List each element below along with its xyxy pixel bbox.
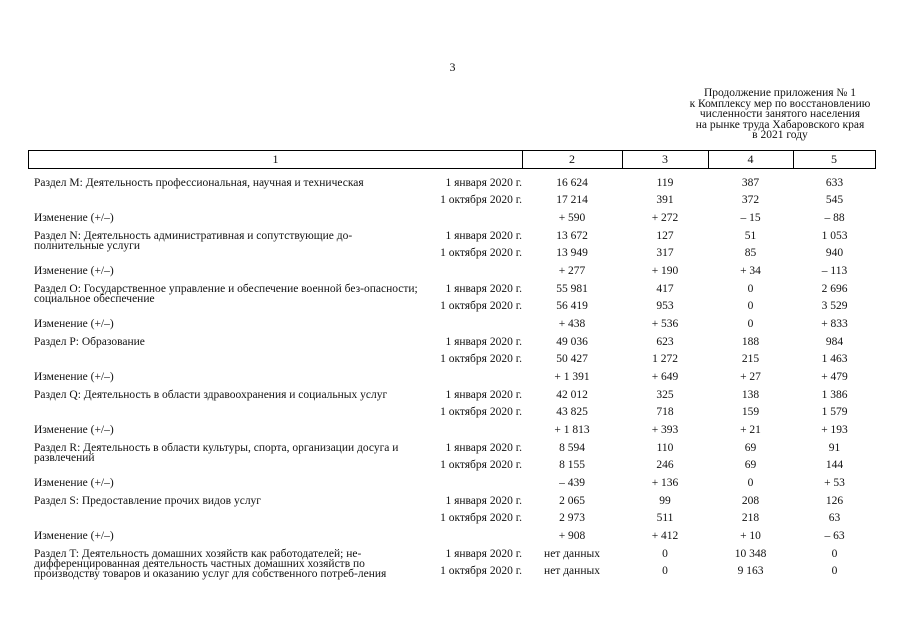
table-row: [0, 175, 905, 192]
value-cell: 127: [656, 230, 674, 242]
value-cell: 623: [656, 336, 674, 348]
table-row: [0, 192, 905, 209]
value-cell: 1 272: [652, 353, 678, 365]
change-value-cell: + 479: [821, 371, 848, 383]
value-cell: 69: [744, 442, 757, 454]
change-value-cell: + 590: [558, 212, 586, 224]
change-label: Изменение (+/–): [34, 318, 114, 330]
appendix-line: численности занятого населения: [699, 108, 861, 120]
table-row: [0, 228, 905, 252]
change-label: Изменение (+/–): [34, 371, 114, 383]
period-cell: 1 октября 2020 г.: [440, 194, 522, 206]
section-title: Раздел P: Образование: [34, 336, 145, 348]
appendix-line: Продолжение приложения № 1: [703, 87, 857, 99]
period-cell: 1 января 2020 г.: [445, 283, 522, 295]
value-cell: 8 155: [559, 459, 585, 471]
value-cell: 2 696: [821, 283, 848, 295]
value-cell: 218: [741, 512, 760, 524]
change-value-cell: + 136: [651, 477, 679, 489]
value-cell: 0: [747, 283, 754, 295]
appendix-line: к Комплексу мер по восстановлению: [689, 97, 871, 110]
value-cell: 188: [741, 336, 760, 348]
table-row: [0, 298, 905, 315]
change-value-cell: – 113: [821, 265, 848, 277]
value-cell: 984: [825, 336, 844, 348]
change-value-cell: + 193: [821, 424, 848, 436]
section-title: Раздел Q: Деятельность в области здравоохранения и социальных услуг: [34, 389, 388, 401]
section-title: Раздел M: Деятельность профессиональная, научная и техническая: [34, 177, 364, 189]
change-row: [0, 527, 905, 546]
table-row: [0, 334, 905, 351]
value-cell: 1 386: [821, 389, 848, 401]
page-number: 3: [449, 60, 456, 74]
change-value-cell: + 1 813: [554, 424, 590, 436]
column-header-1: 1: [272, 152, 279, 166]
value-cell: 119: [656, 177, 674, 189]
value-cell: 391: [656, 194, 674, 206]
value-cell: 0: [831, 548, 838, 560]
value-cell: 51: [744, 230, 757, 242]
appendix-line: в 2021 году: [752, 129, 808, 141]
change-row: [0, 262, 905, 281]
value-cell: 325: [656, 389, 674, 401]
value-cell: нет данных: [544, 548, 600, 560]
value-cell: 13 672: [556, 230, 588, 242]
change-value-cell: + 53: [824, 477, 845, 489]
change-row: [0, 368, 905, 387]
table-row: [0, 563, 905, 580]
change-label: Изменение (+/–): [34, 530, 114, 542]
value-cell: 545: [825, 194, 844, 206]
period-cell: 1 октября 2020 г.: [440, 300, 522, 312]
value-cell: 69: [744, 459, 757, 471]
value-cell: 511: [656, 512, 674, 524]
section-title: Раздел R: Деятельность в области культуры, спорта, организации досуга и развлечений: [34, 442, 399, 464]
period-cell: 1 января 2020 г.: [445, 495, 522, 507]
period-cell: 1 января 2020 г.: [445, 442, 522, 454]
value-cell: 10 348: [734, 548, 767, 560]
change-value-cell: + 1 391: [554, 371, 590, 383]
value-cell: 55 981: [556, 283, 588, 295]
value-cell: 246: [656, 459, 674, 471]
value-cell: 13 949: [556, 247, 588, 259]
value-cell: 159: [741, 406, 760, 418]
value-cell: 387: [741, 177, 760, 189]
change-row: [0, 209, 905, 228]
table-row: [0, 351, 905, 368]
value-cell: 138: [741, 389, 760, 401]
change-label: Изменение (+/–): [34, 212, 114, 224]
change-row: [0, 315, 905, 334]
value-cell: 85: [744, 247, 757, 259]
value-cell: 3 529: [821, 300, 848, 312]
column-header-5: 5: [831, 152, 837, 166]
value-cell: 2 065: [559, 495, 585, 507]
value-cell: 940: [825, 247, 844, 259]
value-cell: 43 825: [556, 406, 588, 418]
value-cell: 372: [741, 194, 760, 206]
value-cell: 215: [741, 353, 760, 365]
column-header-3: 3: [662, 152, 668, 166]
column-header-4: 4: [747, 152, 754, 166]
change-value-cell: + 393: [651, 424, 679, 436]
value-cell: 63: [828, 512, 841, 524]
section-title: Раздел S: Предоставление прочих видов услуг: [34, 495, 262, 507]
period-cell: 1 января 2020 г.: [445, 548, 522, 560]
value-cell: 0: [662, 565, 668, 577]
change-value-cell: + 536: [651, 318, 679, 330]
table-row: [0, 387, 905, 404]
table-row: [0, 457, 905, 474]
change-label: Изменение (+/–): [34, 477, 114, 489]
period-cell: 1 октября 2020 г.: [440, 459, 522, 471]
value-cell: 42 012: [556, 389, 588, 401]
table-row: [0, 404, 905, 421]
value-cell: 9 163: [737, 565, 764, 577]
value-cell: 208: [741, 495, 760, 507]
change-label: Изменение (+/–): [34, 265, 114, 277]
change-value-cell: + 190: [651, 265, 679, 277]
value-cell: 1 053: [821, 230, 848, 242]
table-row: [0, 281, 905, 305]
change-row: [0, 474, 905, 493]
table-row: [0, 245, 905, 262]
period-cell: 1 октября 2020 г.: [440, 353, 522, 365]
period-cell: 1 октября 2020 г.: [440, 565, 522, 577]
value-cell: 50 427: [556, 353, 588, 365]
value-cell: 0: [662, 548, 668, 560]
value-cell: 1 463: [821, 353, 848, 365]
appendix-line: на рынке труда Хабаровского края: [695, 118, 865, 131]
column-header-2: 2: [569, 152, 575, 166]
appendix-heading: [650, 88, 905, 141]
change-value-cell: + 10: [740, 530, 761, 542]
change-value-cell: – 15: [740, 212, 761, 224]
change-value-cell: + 833: [821, 318, 848, 330]
change-value-cell: + 649: [651, 371, 679, 383]
value-cell: 110: [656, 442, 674, 454]
change-value-cell: + 438: [558, 318, 586, 330]
section-title: Раздел T: Деятельность домашних хозяйств как работодателей; не-дифференцированная деятельность частных домашних хозяйств по производству товаров и оказанию услуг для собственного потреб-ления: [34, 548, 387, 580]
table-body: [0, 175, 905, 580]
value-cell: 317: [656, 247, 674, 259]
change-value-cell: – 88: [824, 212, 845, 224]
section-title: Раздел N: Деятельность административная и сопутствующие до-полнительные услуги: [34, 230, 353, 252]
table-row: [0, 440, 905, 464]
value-cell: 1 579: [821, 406, 848, 418]
change-value-cell: 0: [747, 318, 754, 330]
change-value-cell: – 439: [559, 477, 585, 489]
change-value-cell: + 272: [651, 212, 679, 224]
change-label: Изменение (+/–): [34, 424, 114, 436]
period-cell: 1 октября 2020 г.: [440, 406, 522, 418]
change-value-cell: + 34: [740, 265, 761, 277]
value-cell: 56 419: [556, 300, 588, 312]
value-cell: 0: [747, 300, 754, 312]
value-cell: 144: [825, 459, 844, 471]
change-value-cell: + 412: [651, 530, 679, 542]
value-cell: 17 214: [556, 194, 588, 206]
value-cell: 49 036: [556, 336, 588, 348]
section-title: Раздел O: Государственное управление и обеспечение военной без-опасности; социальное обеспечение: [34, 283, 418, 305]
period-cell: 1 января 2020 г.: [445, 336, 522, 348]
change-value-cell: + 277: [558, 265, 586, 277]
value-cell: 91: [828, 442, 841, 454]
value-cell: 0: [831, 565, 838, 577]
change-row: [0, 421, 905, 440]
change-value-cell: + 21: [740, 424, 761, 436]
value-cell: 2 973: [559, 512, 585, 524]
period-cell: 1 января 2020 г.: [445, 177, 522, 189]
value-cell: 633: [825, 177, 844, 189]
table-header-row: [28, 150, 876, 169]
period-cell: 1 октября 2020 г.: [440, 247, 522, 259]
period-cell: 1 октября 2020 г.: [440, 512, 522, 524]
change-value-cell: + 27: [740, 371, 761, 383]
value-cell: 99: [659, 495, 671, 507]
change-value-cell: 0: [747, 477, 754, 489]
table-row: [0, 493, 905, 510]
change-value-cell: + 908: [558, 530, 586, 542]
period-cell: 1 января 2020 г.: [445, 389, 522, 401]
value-cell: нет данных: [544, 565, 600, 577]
table-row: [0, 510, 905, 527]
value-cell: 8 594: [559, 442, 585, 454]
value-cell: 953: [656, 300, 674, 312]
period-cell: 1 января 2020 г.: [445, 230, 522, 242]
value-cell: 126: [825, 495, 844, 507]
value-cell: 718: [656, 406, 674, 418]
value-cell: 16 624: [556, 177, 588, 189]
value-cell: 417: [656, 283, 674, 295]
change-value-cell: – 63: [824, 530, 845, 542]
